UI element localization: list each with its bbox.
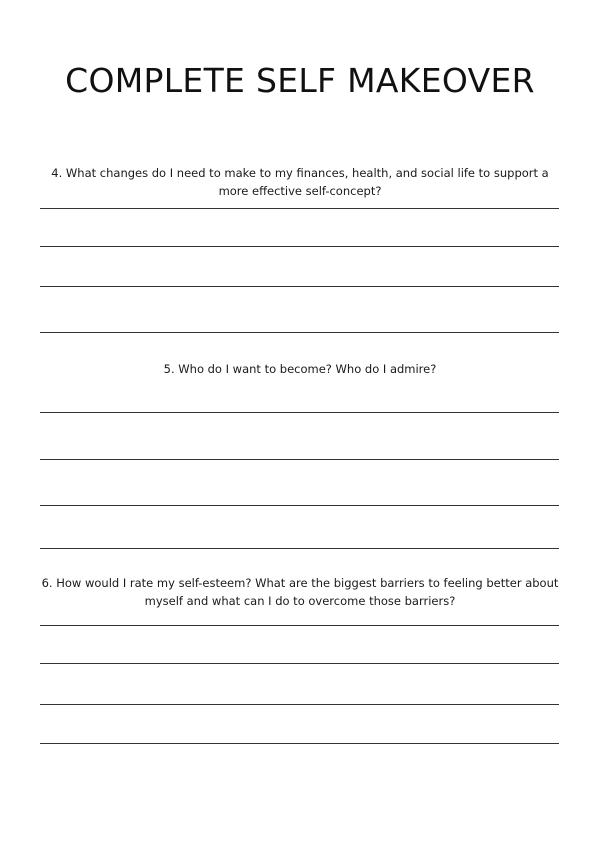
question-5-answer-line-3[interactable]: [40, 505, 559, 506]
question-6-answer-line-4[interactable]: [40, 743, 559, 744]
question-6-answer-line-3[interactable]: [40, 704, 559, 705]
question-4-answer-line-1[interactable]: [40, 208, 559, 209]
question-5-answer-line-1[interactable]: [40, 412, 559, 413]
question-4-answer-line-4[interactable]: [40, 332, 559, 333]
question-4-answer-line-3[interactable]: [40, 286, 559, 287]
question-6-answer-line-2[interactable]: [40, 663, 559, 664]
question-5-answer-line-4[interactable]: [40, 548, 559, 549]
question-6-answer-line-1[interactable]: [40, 625, 559, 626]
page-title: COMPLETE SELF MAKEOVER: [65, 61, 535, 100]
question-4-text: 4. What changes do I need to make to my finances, health, and social life to support a more effective self-concept?: [51, 166, 549, 198]
question-5-answer-line-2[interactable]: [40, 459, 559, 460]
question-5-text: 5. Who do I want to become? Who do I admire?: [163, 362, 437, 376]
question-6-text: 6. How would I rate my self-esteem? What are the biggest barriers to feeling better about myself and what can I do to overcome those barriers?: [41, 576, 559, 608]
question-4-answer-line-2[interactable]: [40, 246, 559, 247]
